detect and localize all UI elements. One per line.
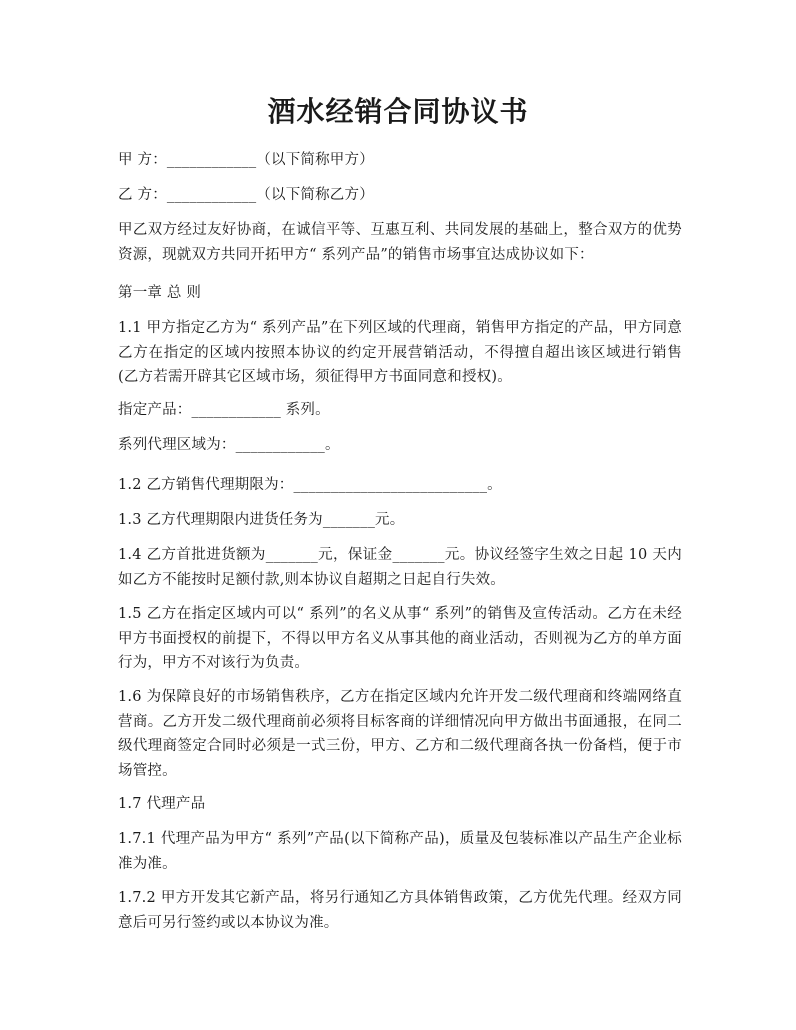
clause-1-6: 1.6 为保障良好的市场销售秩序，乙方在指定区域内允许开发二级代理商和终端网络直营商。乙方开发二级代理商前必须将目标客商的详细情况向甲方做出书面通报，在同二级代理商签定合同时必须是一式三份，甲方、乙方和二级代理商各执一份备档，便于市场管控。 xyxy=(118,689,682,779)
clause-1-2: 1.2 乙方销售代理期限为：__________________________。 xyxy=(118,477,502,493)
party-a-line: 甲 方：____________（以下简称甲方） xyxy=(118,152,374,168)
preamble-paragraph: 甲乙双方经过友好协商，在诚信平等、互惠互利、共同发展的基础上，整合双方的优势资源，现就双方共同开拓甲方“ 系列产品”的销售市场事宜达成协议如下： xyxy=(118,222,682,263)
clause-1-5: 1.5 乙方在指定区域内可以“ 系列”的名义从事“ 系列”的销售及宣传活动。乙方在未经甲方书面授权的前提下，不得以甲方名义从事其他的商业活动，否则视为乙方的单方面行为，甲方不对该行为负责。 xyxy=(118,606,682,671)
chapter-heading: 第一章 总 则 xyxy=(118,285,202,301)
designated-product-line: 指定产品：____________ 系列。 xyxy=(118,402,330,418)
document-title: 酒水经销合同协议书 xyxy=(267,95,529,128)
clause-1-4: 1.4 乙方首批进货额为_______元，保证金_______元。协议经签字生效之日起 10 天内如乙方不能按时足额付款,则本协议自超期之日起自行失效。 xyxy=(118,547,682,588)
clause-1-3: 1.3 乙方代理期限内进货任务为_______元。 xyxy=(118,512,405,528)
clause-1-7-2: 1.7.2 甲方开发其它新产品，将另行通知乙方具体销售政策，乙方优先代理。经双方同意后可另行签约或以本协议为准。 xyxy=(118,890,682,931)
party-b-line: 乙 方：____________（以下简称乙方） xyxy=(118,187,374,203)
clause-1-1: 1.1 甲方指定乙方为“ 系列产品”在下列区域的代理商，销售甲方指定的产品，甲方同意乙方在指定的区域内按照本协议的约定开展营销活动，不得擅自超出该区域进行销售(乙方若需开辟其它区域市场，须征得甲方书面同意和授权)。 xyxy=(118,320,682,385)
clause-1-7-1: 1.7.1 代理产品为甲方“ 系列”产品(以下简称产品)，质量及包装标准以产品生产企业标准为准。 xyxy=(118,831,682,872)
agency-region-line: 系列代理区域为：____________。 xyxy=(118,437,340,453)
clause-1-7-heading: 1.7 代理产品 xyxy=(118,796,206,812)
